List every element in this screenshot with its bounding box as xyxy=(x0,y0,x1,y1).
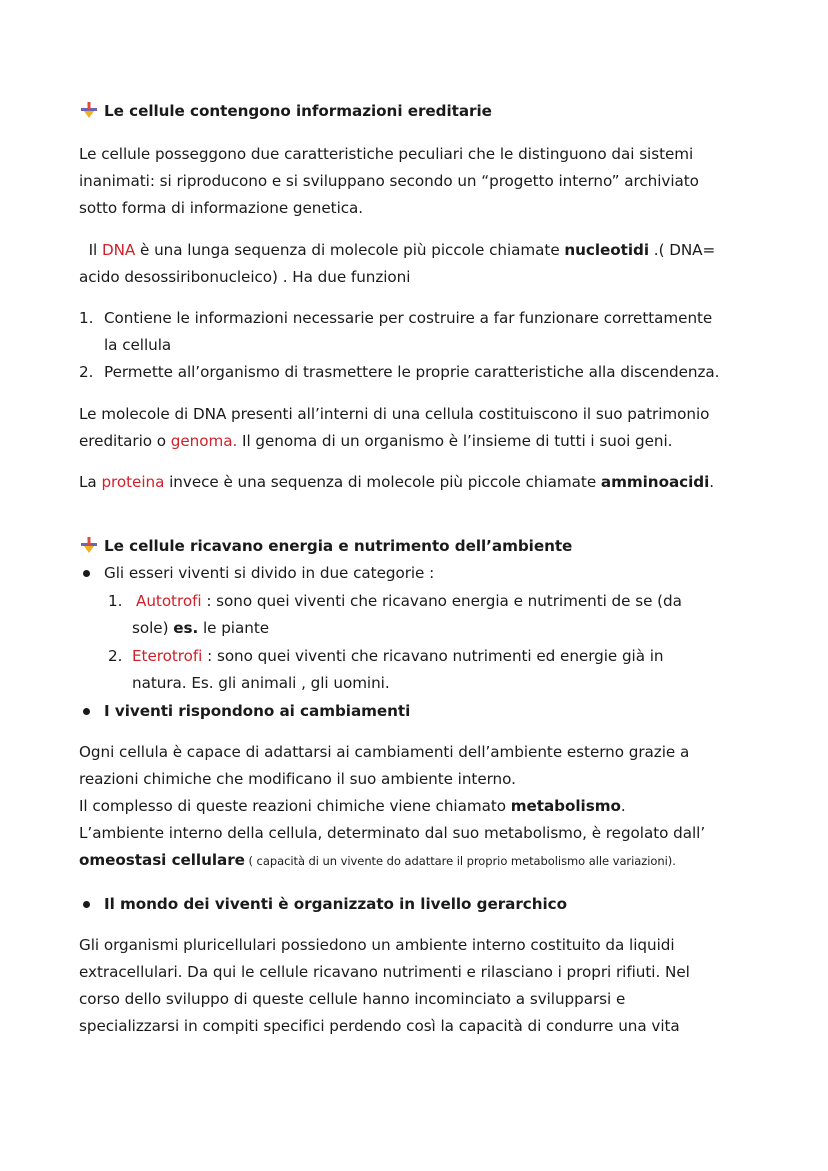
paragraph-line: inanimati: si riproducono e si sviluppano secondo un “progetto interno” archiviato xyxy=(79,172,699,190)
paragraph-line: La proteina invece è una sequenza di molecole più piccole chiamate amminoacidi. xyxy=(79,473,715,491)
list-item-line: sole) es. le piante xyxy=(132,619,270,637)
paragraph-line: Le molecole di DNA presenti all’interni di una cellula costituiscono il suo patrimonio xyxy=(79,405,710,423)
list-item-line: natura. Es. gli animali , gli uomini. xyxy=(132,674,390,692)
bullet-dot xyxy=(83,570,90,577)
paragraph-line: omeostasi cellulare ( capacità di un vivente do adattare il proprio metabolismo alle variazioni). xyxy=(79,851,676,869)
arrow-down-bullet-icon xyxy=(80,101,98,119)
bullet-item: Il mondo dei viventi è organizzato in livello gerarchico xyxy=(104,895,568,913)
list-item-line: Autotrofi : sono quei viventi che ricavano energia e nutrimenti de se (da xyxy=(136,592,682,610)
term-dna: DNA xyxy=(101,241,136,259)
list-item-line: Permette all’organismo di trasmettere le proprie caratteristiche alla discendenza. xyxy=(104,363,720,381)
term-eterotrofi: Eterotrofi xyxy=(132,647,203,665)
paragraph-line: Ogni cellula è capace di adattarsi ai cambiamenti dell’ambiente esterno grazie a xyxy=(79,743,690,761)
section-heading: Le cellule contengono informazioni ereditarie xyxy=(104,102,492,120)
term-nucleotidi: nucleotidi xyxy=(564,241,650,259)
list-number: 2. xyxy=(108,647,123,665)
bullet-item: Gli esseri viventi si divido in due categorie : xyxy=(104,564,435,582)
paragraph-line: Il DNA è una lunga sequenza di molecole più piccole chiamate nucleotidi .( DNA= xyxy=(88,241,716,259)
term-autotrofi: Autotrofi xyxy=(136,592,202,610)
section-heading: Le cellule ricavano energia e nutrimento dell’ambiente xyxy=(104,537,573,555)
paragraph-line: ereditario o genoma. Il genoma di un organismo è l’insieme di tutti i suoi geni. xyxy=(79,432,673,450)
paragraph-line: reazioni chimiche che modificano il suo ambiente interno. xyxy=(79,770,516,788)
term-amminoacidi: amminoacidi xyxy=(600,473,710,491)
bullet-item: I viventi rispondono ai cambiamenti xyxy=(104,702,411,720)
term-genoma: genoma. xyxy=(170,432,238,450)
paragraph-line: Gli organismi pluricellulari possiedono un ambiente interno costituito da liquidi xyxy=(79,936,675,954)
term-omeostasi: omeostasi cellulare xyxy=(79,851,245,869)
list-number: 1. xyxy=(108,592,123,610)
list-item-line: Eterotrofi : sono quei viventi che ricavano nutrimenti ed energie già in xyxy=(132,647,664,665)
paragraph-line: extracellulari. Da qui le cellule ricavano nutrimenti e rilasciano i propri rifiuti. Nel xyxy=(79,963,690,981)
bullet-dot xyxy=(83,708,90,715)
paragraph-line: sotto forma di informazione genetica. xyxy=(79,199,364,217)
paragraph-line: Le cellule posseggono due caratteristiche peculiari che le distinguono dai sistemi xyxy=(79,145,694,163)
list-number: 1. xyxy=(79,309,94,327)
paragraph-line: Il complesso di queste reazioni chimiche viene chiamato metabolismo. xyxy=(79,797,626,815)
paragraph-line: corso dello sviluppo di queste cellule hanno incominciato a svilupparsi e xyxy=(79,990,626,1008)
list-number: 2. xyxy=(79,363,94,381)
paragraph-line: specializzarsi in compiti specifici perdendo così la capacità di condurre una vita xyxy=(79,1017,680,1035)
paragraph-line: L’ambiente interno della cellula, determinato dal suo metabolismo, è regolato dall’ xyxy=(79,824,706,842)
arrow-down-bullet-icon xyxy=(80,536,98,554)
list-item-line: Contiene le informazioni necessarie per costruire a far funzionare correttamente xyxy=(104,309,713,327)
term-metabolismo: metabolismo xyxy=(510,797,621,815)
list-item-line: la cellula xyxy=(104,336,172,354)
term-proteina: proteina xyxy=(101,473,165,491)
paragraph-line: acido desossiribonucleico) . Ha due funzioni xyxy=(79,268,411,286)
bullet-dot xyxy=(83,901,90,908)
